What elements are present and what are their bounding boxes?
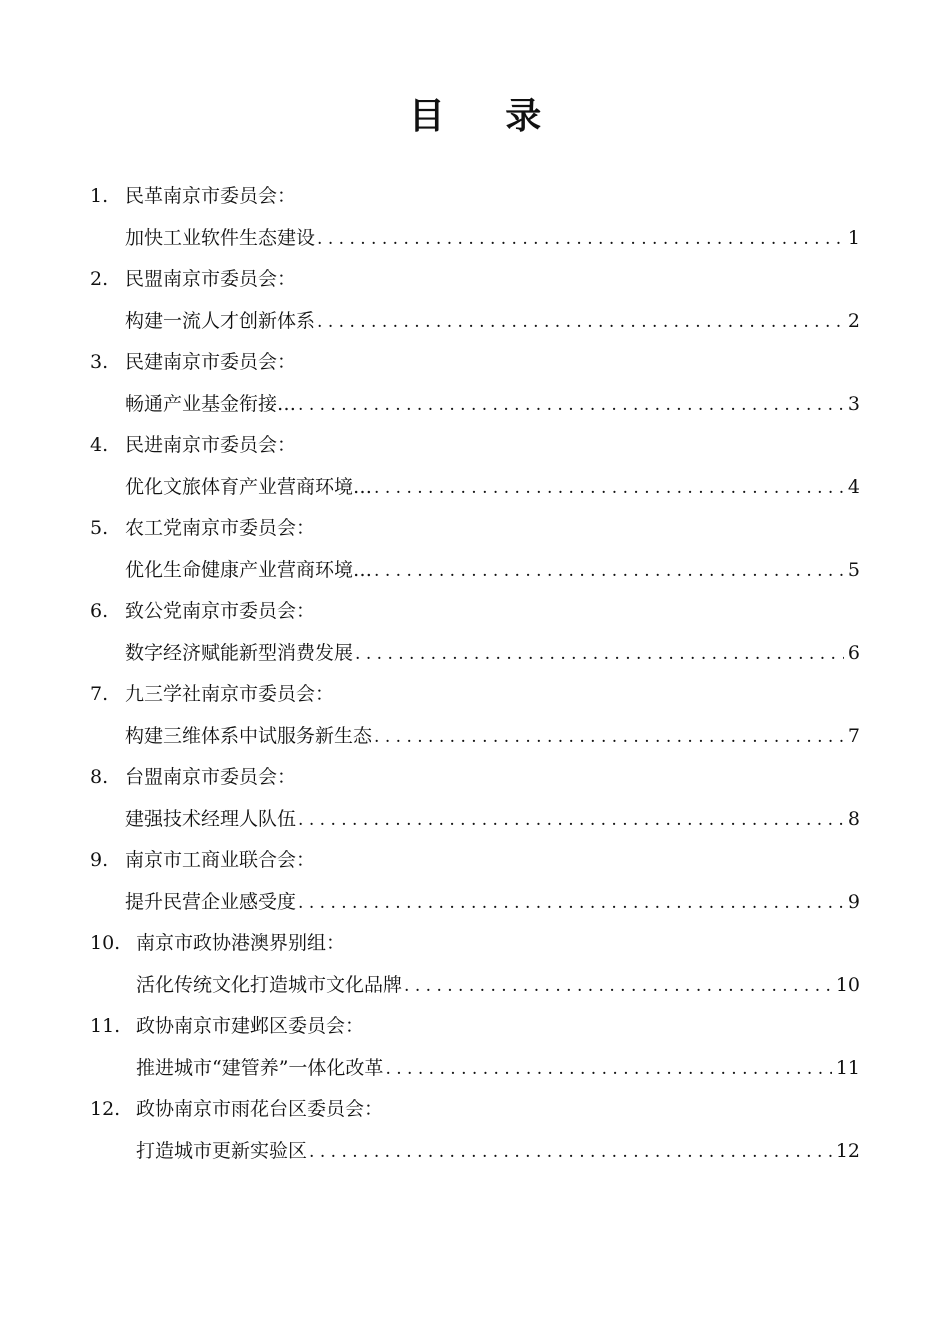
toc-topic: 构建三维体系中试服务新生态 <box>125 725 373 747</box>
toc-topic-line[interactable] <box>136 964 860 1006</box>
toc-number: 5. <box>90 517 109 539</box>
toc-org: 南京市政协港澳界别组： <box>136 932 346 954</box>
toc-leader-dots <box>309 1131 832 1173</box>
toc-number: 3. <box>90 351 109 373</box>
toc-topic-line[interactable] <box>125 881 860 923</box>
toc-entry <box>90 508 860 591</box>
toc-org: 台盟南京市委员会： <box>125 766 297 788</box>
toc-page-number: 1 <box>847 227 860 249</box>
toc-page-number: 3 <box>847 393 860 415</box>
toc-org: 政协南京市雨花台区委员会： <box>136 1098 384 1120</box>
toc-number: 1. <box>90 185 109 207</box>
toc-leader-dots <box>374 467 844 509</box>
toc-leader-dots <box>355 633 844 675</box>
toc-topic: 数字经济赋能新型消费发展 <box>125 642 354 664</box>
toc-org-line <box>90 923 345 964</box>
toc-topic-line[interactable] <box>125 549 860 591</box>
toc-topic: 加快工业软件生态建设 <box>125 227 316 249</box>
toc-page-number: 4 <box>847 476 860 498</box>
toc-number: 4. <box>90 434 109 456</box>
toc-topic: 优化文旅体育产业营商环境… <box>125 476 373 498</box>
toc-org-line <box>90 591 315 632</box>
toc-org-line <box>90 176 296 217</box>
toc-topic: 优化生命健康产业营商环境… <box>125 559 373 581</box>
toc-leader-dots <box>385 1048 831 1090</box>
toc-leader-dots <box>404 965 832 1007</box>
toc-org: 民盟南京市委员会： <box>125 268 297 290</box>
toc-topic-line[interactable] <box>125 715 860 757</box>
toc-entry <box>90 1006 860 1089</box>
toc-entry <box>90 425 860 508</box>
toc-org-line <box>90 840 315 881</box>
toc-entry <box>90 923 860 1006</box>
page-title: 目 录 <box>408 95 566 137</box>
toc-entry <box>90 1089 860 1172</box>
toc-topic-line[interactable] <box>125 300 860 342</box>
toc-leader-dots <box>374 716 844 758</box>
toc-page-number: 7 <box>847 725 860 747</box>
toc-entry <box>90 840 860 923</box>
toc-leader-dots <box>374 550 844 592</box>
toc-org-line <box>90 508 315 549</box>
toc-leader-dots <box>317 218 844 260</box>
toc-org: 政协南京市建邺区委员会： <box>136 1015 365 1037</box>
toc-org: 致公党南京市委员会： <box>125 600 316 622</box>
toc-topic-line[interactable] <box>136 1047 860 1089</box>
toc-org: 九三学社南京市委员会： <box>125 683 335 705</box>
toc-page-number: 9 <box>847 891 860 913</box>
toc-number: 10. <box>90 932 121 954</box>
toc-org-line <box>90 259 296 300</box>
toc-leader-dots <box>298 384 844 426</box>
toc-topic-line[interactable] <box>125 383 860 425</box>
toc-topic: 打造城市更新实验区 <box>136 1140 308 1162</box>
toc-number: 7. <box>90 683 109 705</box>
toc-number: 12. <box>90 1098 121 1120</box>
toc-org-line <box>90 425 296 466</box>
toc-page-number: 5 <box>847 559 860 581</box>
toc-topic-line[interactable] <box>125 632 860 674</box>
toc-leader-dots <box>298 799 844 841</box>
toc-number: 9. <box>90 849 109 871</box>
toc-org-line <box>90 1089 383 1130</box>
toc-page-number: 2 <box>847 310 860 332</box>
toc-entry <box>90 176 860 259</box>
toc-page-number: 11 <box>835 1057 860 1079</box>
toc-entry <box>90 591 860 674</box>
toc-org-line <box>90 1006 364 1047</box>
toc-number: 11. <box>90 1015 121 1037</box>
toc-topic: 构建一流人才创新体系 <box>125 310 316 332</box>
toc-org-line <box>90 342 296 383</box>
toc-org-line <box>90 757 296 798</box>
toc-topic: 提升民营企业感受度 <box>125 891 297 913</box>
toc-topic-line[interactable] <box>125 466 860 508</box>
toc-topic-line[interactable] <box>136 1130 860 1172</box>
toc-entry <box>90 757 860 840</box>
toc-org: 民革南京市委员会： <box>125 185 297 207</box>
toc-page-number: 12 <box>835 1140 860 1162</box>
toc-page-number: 6 <box>847 642 860 664</box>
toc-entry <box>90 674 860 757</box>
toc-topic: 建强技术经理人队伍 <box>125 808 297 830</box>
toc-topic: 畅通产业基金衔接… <box>125 393 297 415</box>
toc-org-line <box>90 674 334 715</box>
toc-leader-dots <box>298 882 844 924</box>
toc-number: 2. <box>90 268 109 290</box>
table-of-contents <box>90 176 860 1172</box>
toc-org: 农工党南京市委员会： <box>125 517 316 539</box>
toc-page-number: 8 <box>847 808 860 830</box>
toc-entry <box>90 342 860 425</box>
toc-org: 民建南京市委员会： <box>125 351 297 373</box>
toc-number: 6. <box>90 600 109 622</box>
toc-topic-line[interactable] <box>125 217 860 259</box>
toc-org: 民进南京市委员会： <box>125 434 297 456</box>
toc-org: 南京市工商业联合会： <box>125 849 316 871</box>
toc-leader-dots <box>317 301 844 343</box>
toc-page-number: 10 <box>835 974 860 996</box>
toc-topic-line[interactable] <box>125 798 860 840</box>
toc-entry <box>90 259 860 342</box>
toc-topic: 活化传统文化打造城市文化品牌 <box>136 974 403 996</box>
toc-topic: 推进城市“建管养”一体化改革 <box>136 1057 384 1079</box>
toc-number: 8. <box>90 766 109 788</box>
